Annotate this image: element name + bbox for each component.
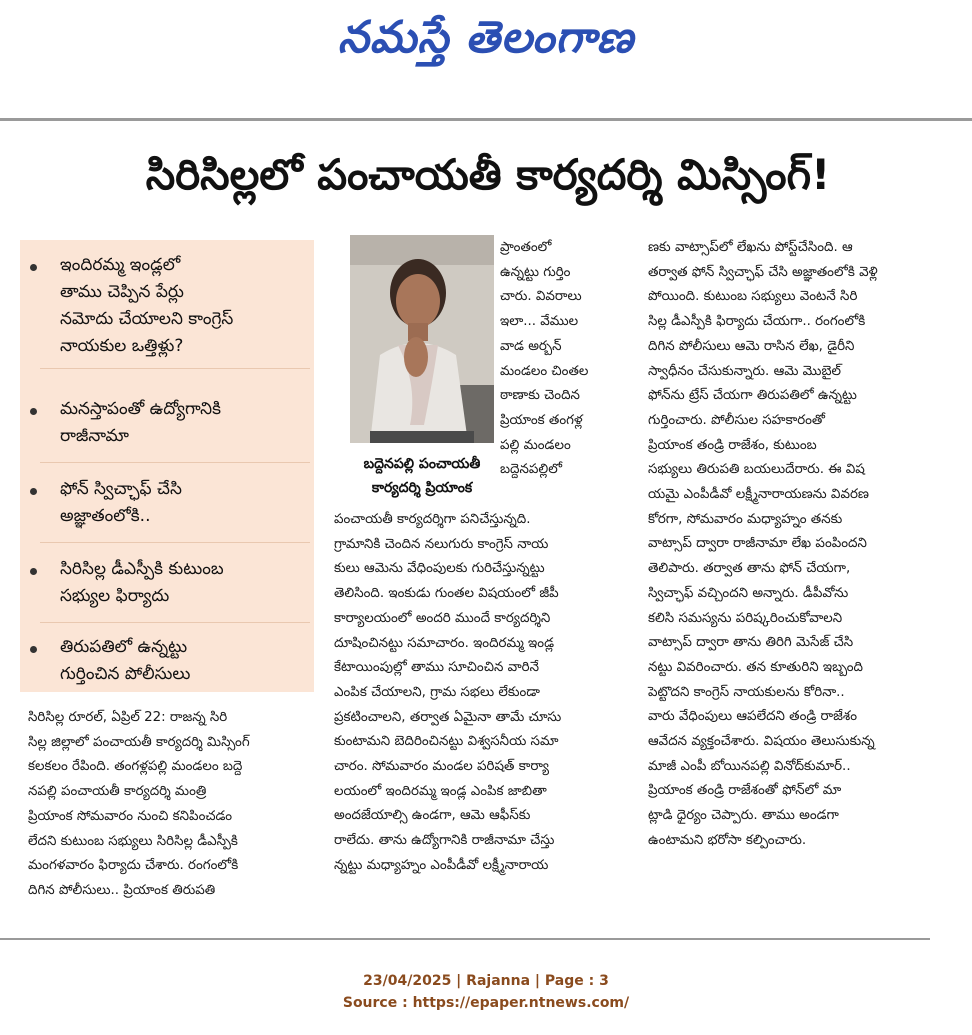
highlight-divider — [40, 622, 310, 623]
highlight-divider — [40, 542, 310, 543]
highlight-divider — [40, 368, 310, 369]
highlight-item — [34, 252, 302, 360]
highlight-text: సిరిసిల్ల డీఎస్పీకి కుటుంబ సభ్యుల ఫిర్యాదు — [60, 559, 224, 606]
bullet-icon — [30, 264, 37, 271]
bullet-icon — [30, 646, 37, 653]
footer-date-page: 23/04/2025 | Rajanna | Page : 3 — [363, 973, 609, 989]
bullet-icon — [30, 488, 37, 495]
highlight-text: ఇందిరమ్మ ఇండ్లలో తాము చెప్పిన పేర్లు నమోదు చేయాలని కాంగ్రెస్ నాయకుల ఒత్తిళ్లు? — [60, 255, 234, 356]
highlight-item — [34, 396, 302, 450]
highlight-text: తిరుపతిలో ఉన్నట్టు గుర్తించిన పోలీసులు — [60, 637, 191, 684]
masthead — [0, 0, 972, 80]
article-column-right: ణకు వాట్సాప్‌లో లేఖను పోస్ట్‌చేసింది. ఆ తర్వాత ఫోన్ స్విచ్ఛాఫ్ చేసి అజ్ఞాతంలోకి వెళ్లి పోయింది. కుటుంబ సభ్యులు వెంటనే సిరి సిల్ల డీఎస్పీకి ఫిర్యాదు చేయగా.. రంగంలోకి దిగిన పోలీసులు ఆమె రాసిన లేఖ, డైరీని స్వాధీనం చేసుకున్నారు. ఆమె మొబైల్ ఫోన్‌ను ట్రేస్ చేయగా తిరుపతిలో ఉన్నట్టు గుర్తించారు. పోలీసుల సహకారంతో ప్రియాంక తండ్రి రాజేశం, కుటుంబ సభ్యులు తిరుపతి బయలుదేరారు. ఈ విష యమై ఎంపీడీవో లక్ష్మీనారాయణను వివరణ కోరగా, సోమవారం మధ్యాహ్నం తనకు వాట్సాప్ ద్వారా రాజీనామా లేఖ పంపిందని తెలిపారు. తర్వాత తాను ఫోన్ చేయగా, స్విచ్ఛాఫ్ వచ్చిందని అన్నారు. డీపీవోను కలిసి సమస్యను పరిష్కరించుకోవాలని వాట్సాప్ ద్వారా తాను తిరిగి మెసేజ్ చేసి నట్టు వివరించారు. తన కూతురిని ఇబ్బంది పెట్టొదని కాంగ్రెస్ నాయకులను కోరినా.. వారు వేధింపులు ఆపలేదని తండ్రి రాజేశం ఆవేదన వ్యక్తంచేశారు. విషయం తెలుసుకున్న మాజీ ఎంపీ బోయినపల్లి వినోద్‌కుమార్.. ప్రియాంక తండ్రి రాజేశంతో ఫోన్‌లో మా ట్లాడి ధైర్యం చెప్పారు. తాము అండగా ఉంటామని భరోసా కల్పించారు. — [648, 240, 878, 848]
footer — [0, 970, 972, 1014]
highlights-box — [20, 240, 314, 692]
article-column-mid-top: ప్రాంతంలో ఉన్నట్టు గుర్తిం చారు. వివరాలు ఇలా... వేముల వాడ అర్బన్ మండలం చింతల ఠాణాకు చెందిన ప్రియాంక తంగళ్ల పల్లి మండలం బద్దెనపల్లిలో — [500, 240, 589, 478]
highlight-item — [34, 476, 302, 530]
bullet-icon — [30, 568, 37, 575]
top-divider — [0, 118, 972, 121]
highlight-text: ఫోన్ స్విచ్ఛాఫ్ చేసి అజ్ఞాతంలోకి.. — [60, 479, 182, 526]
photo-caption-text: బద్దెనపల్లి పంచాయతీ కార్యదర్శి ప్రియాంక — [363, 456, 481, 496]
photo-priyanka — [350, 235, 494, 443]
article-column-mid: పంచాయతీ కార్యదర్శిగా పనిచేస్తున్నది. గ్రామానికి చెందిన నలుగురు కాంగ్రెస్ నాయ కులు ఆమెను వేధింపులకు గురిచేస్తున్నట్టు తెలిసింది. ఇంకుడు గుంతల విషయంలో జీపీ కార్యాలయంలో అందరి ముందే కార్యదర్శిని దూషించినట్టు సమాచారం. ఇందిరమ్మ ఇండ్ల కేటాయింపుల్లో తాము సూచించిన వారినే ఎంపిక చేయాలని, గ్రామ సభలు లేకుండా ప్రకటించాలని, తర్వాత ఏమైనా తామే చూసు కుంటామని బెదిరించినట్టు విశ్వసనీయ సమా చారం. సోమవారం మండల పరిషత్ కార్యా లయంలో ఇందిరమ్మ ఇండ్ల ఎంపిక జాబితా అందజేయాల్సి ఉండగా, ఆమె ఆఫీస్‌కు రాలేదు. తాను ఉద్యోగానికి రాజీనామా చేస్తు న్నట్టు మధ్యాహ్నం ఎంపీడీవో లక్ష్మీనారాయ — [334, 512, 562, 873]
newspaper-name: నమస్తే తెలంగాణ — [337, 12, 635, 63]
bullet-icon — [30, 408, 37, 415]
highlight-divider — [40, 462, 310, 463]
photo-caption — [334, 452, 510, 500]
article-column-left: సిరిసిల్ల రూరల్, ఏప్రిల్ 22: రాజన్న సిరి సిల్ల జిల్లాలో పంచాయతీ కార్యదర్శి మిస్సింగ్ కలకలం రేపింది. తంగళ్లపల్లి మండలం బద్దె నపల్లి పంచాయతీ కార్యదర్శి మంత్రి ప్రియాంక సోమవారం నుంచి కనిపించడం లేదని కుటుంబ సభ్యులు సిరిసిల్ల డీఎస్పీకి మంగళవారం ఫిర్యాదు చేశారు. రంగంలోకి దిగిన పోలీసులు.. ప్రియాంక తిరుపతి — [28, 710, 250, 898]
highlight-item — [34, 634, 302, 688]
highlight-item — [34, 556, 302, 610]
headline: సిరిసిల్లలో పంచాయతీ కార్యదర్శి మిస్సింగ్! — [145, 150, 831, 199]
bottom-divider — [0, 938, 930, 940]
footer-source: Source : https://epaper.ntnews.com/ — [342, 995, 630, 1011]
highlight-text: మనస్తాపంతో ఉద్యోగానికి రాజీనామా — [60, 399, 221, 446]
